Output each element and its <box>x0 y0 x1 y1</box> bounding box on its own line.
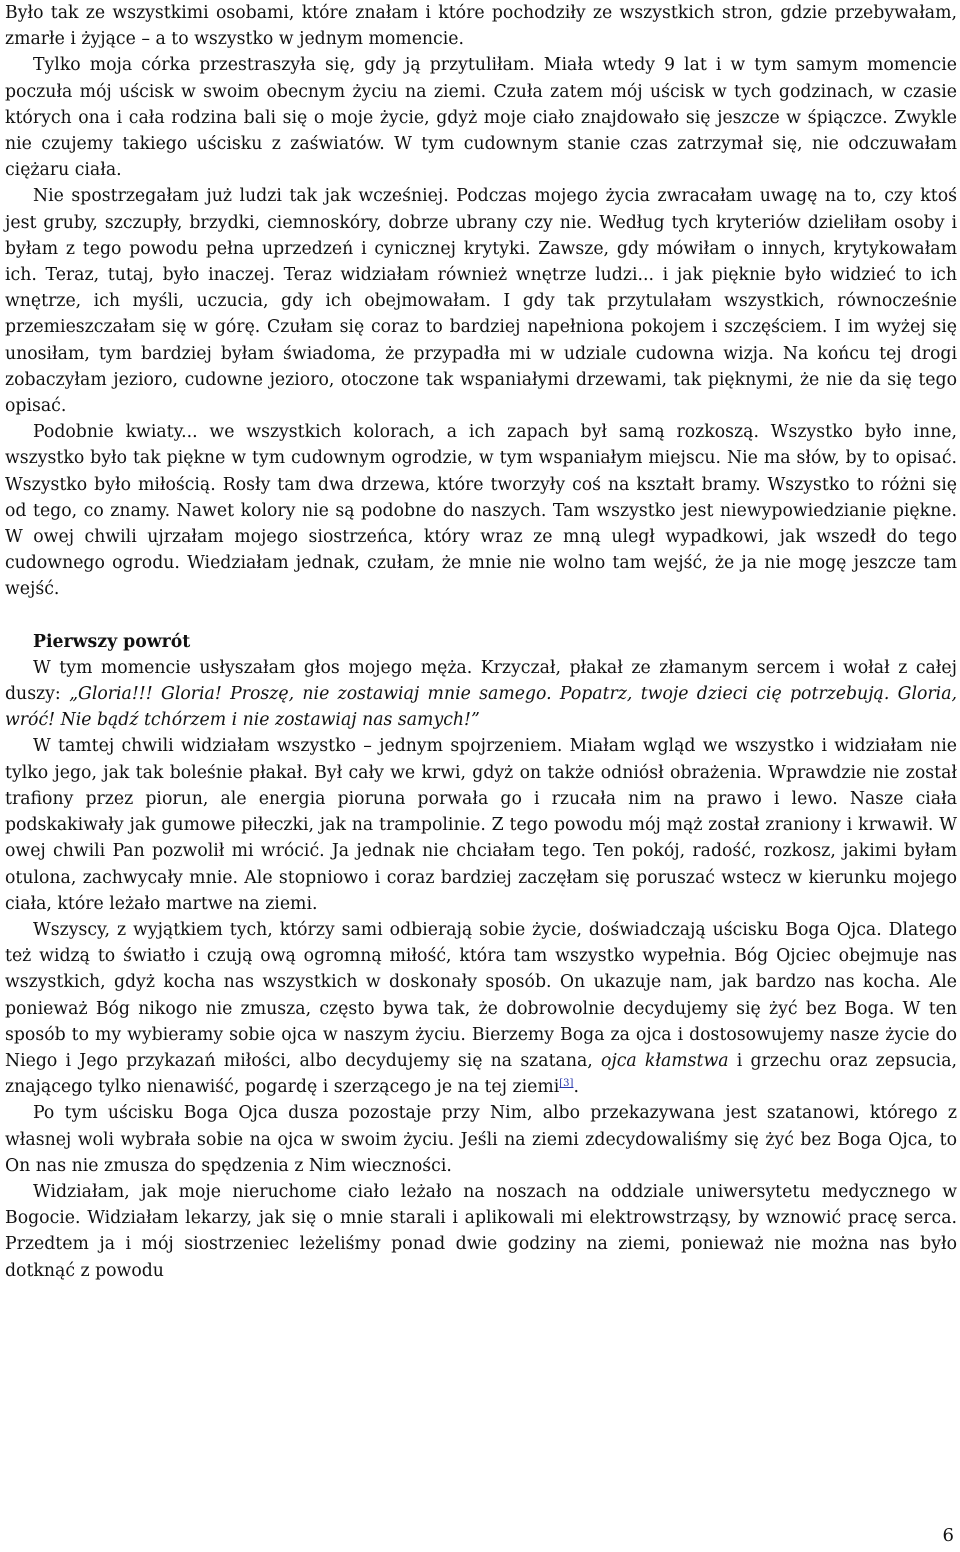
paragraph: Było tak ze wszystkimi osobami, które znałam i które pochodziły ze wszystkich stron, gdzie przebywałam, zmarłe i żyjące – a to wszystko w jednym momencie. <box>5 3 957 50</box>
emphasis-text: ojca kłamstwa <box>600 1050 729 1071</box>
footnote-link[interactable]: [3] <box>559 1078 574 1090</box>
paragraph: Nie spostrzegałam już ludzi tak jak wcześniej. Podczas mojego życia zwracałam uwagę na to, czy ktoś jest gruby, szczupły, brzydki, ciemnoskóry, dobrze ubrany czy nie. Według tych kryteriów dzieliłam osoby i byłam z tego powodu pełna uprzedzeń i cynicznej krytyki. Zawsze, gdy mówiłam o innych, krytykowałam ich. Teraz, tutaj, było inaczej. Teraz widziałam również wnętrze ludzi... i jak pięknie było widzieć to ich wnętrze, ich myśli, uczucia, gdy ich obejmowałam. I gdy tak przytulałam wszystkich, równocześnie przemieszczałam się w górę. Czułam się coraz to bardziej napełniona pokojem i szczęściem. I im wyżej się unosiłam, tym bardziej byłam świadoma, że przypadła mi w udziale cudowna wizja. Na końcu tej drogi zobaczyłam jezioro, cudowne jezioro, otoczone tak wspaniałymi drzewami, tak pięknymi, że nie da się tego opisać. <box>5 186 957 417</box>
section-heading: Pierwszy powrót <box>33 631 191 652</box>
paragraph-spacer <box>5 603 957 629</box>
paragraph <box>5 655 957 734</box>
paragraph <box>5 917 957 1100</box>
paragraph: Widziałam, jak moje nieruchome ciało leżało na noszach na oddziale uniwersytetu medycznego w Bogocie. Widziałam lekarzy, jak się o mnie starali i aplikowali mi elektrowstrząsy, by wznowić pracę serca. Przedtem ja i mój siostrzeniec leżeliśmy ponad dwie godziny na ziemi, ponieważ nie można nas było dotknąć z powodu <box>5 1181 957 1281</box>
paragraph: Po tym uścisku Boga Ojca dusza pozostaje przy Nim, albo przekazywana jest szatanowi, którego z własnej woli wybrała sobie na ojca w swoim życiu. Jeśli na ziemi zdecydowaliśmy się żyć bez Boga Ojca, to On nas nie zmusza do spędzenia z Nim wieczności. <box>5 1103 957 1176</box>
paragraph-text: Wszyscy, z wyjątkiem tych, którzy sami odbierają sobie życie, doświadczają uścisku Boga Ojca. Dlatego też widzą to światło i czują ową ogromną miłość, która tam wszystko wypełnia. Bóg Ojciec obejmuje nas wszystkich, gdyż kocha nas wszystkich w doskonały sposób. On ukazuje nam, jak bardzo nas kocha. Ale ponieważ Bóg nikogo nie zmusza, często bywa tak, że dobrowolnie decydujemy się żyć bez Boga. W ten sposób to my wybieramy sobie ojca w naszym życiu. Bierzemy Boga za ojca i dostosowujemy nasze życie do Niego i Jego przykazań miłości, albo decydujemy się na szatana, <box>5 919 957 1071</box>
document-page <box>5 0 957 1284</box>
paragraph: Podobnie kwiaty... we wszystkich kolorach, a ich zapach był samą rozkoszą. Wszystko było inne, wszystko było tak piękne w tym cudownym ogrodzie, w tym wspaniałym miejscu. Nie ma słów, by to opisać. Wszystko było miłością. Rosły tam dwa drzewa, które tworzyły coś na kształt bramy. Wszystko to różni się od tego, co znamy. Nawet kolory nie są podobne do naszych. Tam wszystko jest niewypowiedzianie piękne. W owej chwili ujrzałam mojego siostrzeńca, który wraz ze mną uległ wypadkowi, jak wszedł do tego cudownego ogrodu. Wiedziałam jednak, czułam, że mnie nie wolno tam wejść, że ja nie mogę jeszcze tam wejść. <box>5 422 957 600</box>
paragraph-text: i grzechu oraz zepsucia, znającego tylko nienawiść, pogardę i szerzącego je na tej ziemi <box>5 1050 957 1098</box>
paragraph-text: W tym momencie usłyszałam głos mojego męża. Krzyczał, płakał ze złamanym sercem i wołał z całej duszy: <box>5 657 957 705</box>
paragraph-text: . <box>573 1077 579 1098</box>
quote-text: „Gloria!!! Gloria! Proszę, nie zostawiaj mnie samego. Popatrz, twoje dzieci cię potrzebują. Gloria, wróć! Nie bądź tchórzem i nie zostawiaj nas samych!” <box>5 684 957 731</box>
paragraph: W tamtej chwili widziałam wszystko – jednym spojrzeniem. Miałam wgląd we wszystko i widziałam nie tylko jego, jak tak boleśnie płakał. Był cały we krwi, gdyż on także odniósł obrażenia. Wprawdzie nie został trafiony przez piorun, ale energia pioruna porwała go i rzucała nim na prawo i lewo. Nasze ciała podskakiwały jak gumowe piłeczki, jak na trampolinie. Z tego powodu mój mąż został zraniony i krwawił. W owej chwili Pan pozwolił mi wrócić. Ja jednak nie chciałam tego. Ten pokój, radość, rozkosz, jakimi byłam otulona, zachwycały mnie. Ale stopniowo i coraz bardziej zaczęłam się poruszać wstecz w kierunku mojego ciała, które leżało martwe na ziemi. <box>5 736 957 914</box>
page-number: 6 <box>942 1525 954 1546</box>
paragraph: Tylko moja córka przestraszyła się, gdy ją przytuliłam. Miała wtedy 9 lat i w tym samym momencie poczuła mój uścisk w swoim obecnym życiu na ziemi. Czuła zatem mój uścisk w tych godzinach, w czasie których ona i cała rodzina bali się o moje życie, gdyż moje ciało znajdowało się jeszcze w śpiączce. Zwykle nie czujemy takiego uścisku z zaświatów. W tym cudownym stanie czas zatrzymał się, nie odczuwałam ciężaru ciała. <box>5 55 957 181</box>
